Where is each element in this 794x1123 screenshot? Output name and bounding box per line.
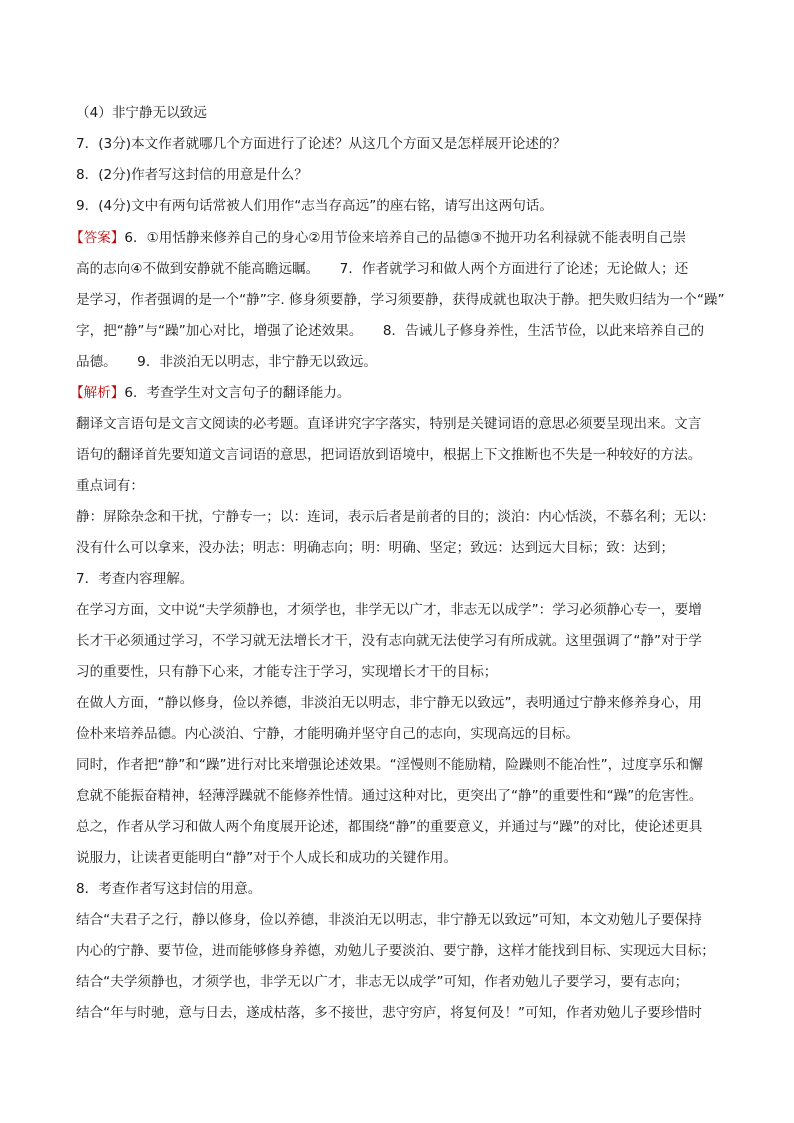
analysis-line: 俭朴来培养品德。内心淡泊、宁静，才能明确并坚守自己的志向，实现高远的目标。 bbox=[76, 726, 579, 742]
analysis-line: 结合“年与时驰，意与日去，遂成枯落，多不接世，悲守穷庐，将复何及！”可知，作者劝勉儿子要珍惜时 bbox=[76, 1005, 702, 1021]
analysis-line: 同时，作者把“静”和“躁”进行对比来增强论述效果。“淫慢则不能励精，险躁则不能冶性”，过度享乐和懈 bbox=[76, 757, 703, 773]
analysis-line: 习的重要性，只有静下心来，才能专注于学习，实现增长才干的目标； bbox=[76, 664, 498, 680]
answer-label: 【答案】 bbox=[70, 230, 125, 246]
analysis-line: 语句的翻译首先要知道文言词语的意思，把词语放到语境中，根据上下文推断也不失是一种较好的方法。 bbox=[76, 447, 702, 463]
answer-line-5: 品德。 9．非淡泊无以明志，非宁静无以致远。 bbox=[76, 354, 377, 370]
analysis-line: 在做人方面，“静以修身，俭以养德，非淡泊无以明志，非宁静无以致远”，表明通过宁静来修养身心，用 bbox=[76, 695, 702, 711]
analysis-line: 没有什么可以拿来，没办法；明志：明确志向；明：明确、坚定；致远：达到远大目标；致：达到； bbox=[76, 540, 675, 556]
question-8: 8．(2分)作者写这封信的用意是什么？ bbox=[76, 167, 308, 183]
analysis-line: 结合“夫君子之行，静以修身，俭以养德，非淡泊无以明志，非宁静无以致远”可知，本文劝勉儿子要保持 bbox=[76, 912, 702, 928]
analysis-line: 长才干必须通过学习，不学习就无法增长才干，没有志向就无法使学习有所成就。这里强调了“静”对于学 bbox=[76, 633, 702, 649]
analysis-line: 说服力，让读者更能明白“静”对于个人成长和成功的关键作用。 bbox=[76, 850, 458, 866]
analysis-line-1 bbox=[70, 384, 351, 402]
question-9: 9．(4分)文中有两句话常被人们用作“志当存高远”的座右铭，请写出这两句话。 bbox=[76, 198, 553, 214]
question-7: 7．(3分)本文作者就哪几个方面进行了论述？从这几个方面又是怎样展开论述的？ bbox=[76, 136, 567, 152]
answer-text-1: 6．①用恬静来修养自己的身心②用节俭来培养自己的品德③不抛开功名利禄就不能表明自己崇 bbox=[124, 230, 687, 246]
analysis-line: 怠就不能振奋精神，轻薄浮躁就不能修养性情。通过这种对比，更突出了“静”的重要性和“躁”的危害性。 bbox=[76, 788, 703, 804]
answer-line-3: 是学习，作者强调的是一个“静”字. 修身须要静，学习须要静，获得成就也取决于静。把失败归结为一个“躁” bbox=[76, 292, 725, 308]
analysis-line: 重点词有： bbox=[76, 478, 144, 494]
analysis-line: 总之，作者从学习和做人两个角度展开论述，都围绕“静”的重要意义，并通过与“躁”的对比，使论述更具 bbox=[76, 819, 703, 835]
analysis-line: 8．考查作者写这封信的用意。 bbox=[76, 881, 262, 897]
answer-line-2: 高的志向④不做到安静就不能高瞻远瞩。 7．作者就学习和做人两个方面进行了论述；无论做人；还 bbox=[76, 261, 689, 277]
analysis-label: 【解析】 bbox=[70, 385, 125, 401]
analysis-line: 内心的宁静、要节俭，进而能够修身养德，劝勉儿子要淡泊、要宁静，这样才能找到目标、实现远大目标； bbox=[76, 943, 715, 959]
analysis-line: 在学习方面，文中说“夫学须静也，才须学也，非学无以广才，非志无以成学”：学习必须静心专一，要增 bbox=[76, 602, 702, 618]
answer-line-1 bbox=[70, 229, 686, 247]
analysis-line: 静：屏除杂念和干扰，宁静专一；以：连词，表示后者是前者的目的；淡泊：内心恬淡，不慕名利；无以： bbox=[76, 509, 715, 525]
answer-line-4: 字，把“静”与“躁”加心对比，增强了论述效果。 8．告诫儿子修身养性，生活节俭，以此来培养自己的 bbox=[76, 323, 705, 339]
question-6-item-4: （4）非宁静无以致远 bbox=[76, 105, 207, 121]
analysis-line: 7．考查内容理解。 bbox=[76, 571, 194, 587]
analysis-line: 翻译文言语句是文言文阅读的必考题。直译讲究字字落实，特别是关键词语的意思必须要呈现出来。文言 bbox=[76, 416, 702, 432]
analysis-first-text: 6．考查学生对文言句子的翻译能力。 bbox=[124, 385, 351, 401]
analysis-line: 结合“夫学须静也，才须学也，非学无以广才，非志无以成学”可知，作者劝勉儿子要学习，要有志向； bbox=[76, 974, 689, 990]
